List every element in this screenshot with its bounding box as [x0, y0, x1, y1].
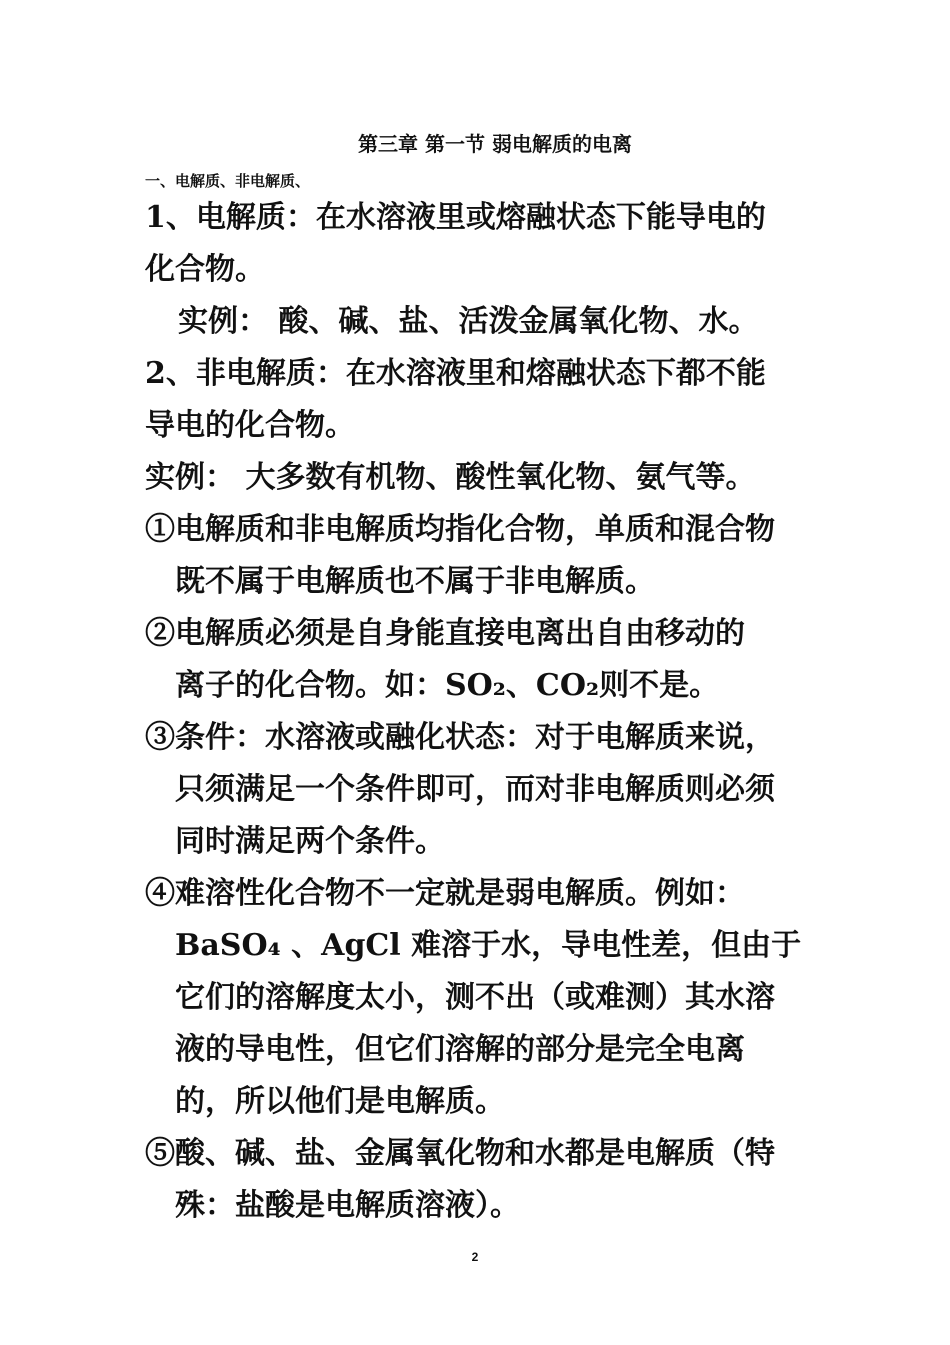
- section-heading: 一、电解质、非电解质、: [145, 172, 311, 190]
- text-line-15: BaSO₄ 、AgCl 难溶于水，导电性差，但由于: [175, 928, 802, 963]
- text-line-6: 实例： 大多数有机物、酸性氧化物、氨气等。: [145, 460, 756, 495]
- text-line-1: 1、电解质：在水溶液里或熔融状态下能导电的: [145, 200, 766, 235]
- text-line-17: 液的导电性，但它们溶解的部分是完全电离: [175, 1032, 745, 1067]
- text-line-7: ①电解质和非电解质均指化合物，单质和混合物: [145, 512, 775, 547]
- text-line-10: 离子的化合物。如：SO₂、CO₂则不是。: [175, 668, 720, 703]
- text-line-16: 它们的溶解度太小，测不出（或难测）其水溶: [175, 980, 775, 1015]
- text-line-3: 实例： 酸、碱、盐、活泼金属氧化物、水。: [178, 304, 759, 339]
- text-line-19: ⑤酸、碱、盐、金属氧化物和水都是电解质（特: [145, 1136, 775, 1171]
- text-line-14: ④难溶性化合物不一定就是弱电解质。例如：: [145, 876, 745, 911]
- text-line-12: 只须满足一个条件即可，而对非电解质则必须: [175, 772, 775, 807]
- text-line-18: 的，所以他们是电解质。: [175, 1084, 505, 1119]
- text-line-4: 2、非电解质：在水溶液里和熔融状态下都不能: [145, 356, 766, 391]
- text-line-20: 殊：盐酸是电解质溶液）。: [175, 1188, 520, 1223]
- text-line-2: 化合物。: [145, 252, 265, 287]
- text-line-13: 同时满足两个条件。: [175, 824, 445, 859]
- page-title: 第三章 第一节 弱电解质的电离: [358, 132, 632, 156]
- text-line-8: 既不属于电解质也不属于非电解质。: [175, 564, 655, 599]
- text-line-11: ③条件：水溶液或融化状态：对于电解质来说，: [145, 720, 775, 755]
- page-number: 2: [471, 1250, 479, 1264]
- text-line-5: 导电的化合物。: [145, 408, 355, 443]
- text-line-9: ②电解质必须是自身能直接电离出自由移动的: [145, 616, 745, 651]
